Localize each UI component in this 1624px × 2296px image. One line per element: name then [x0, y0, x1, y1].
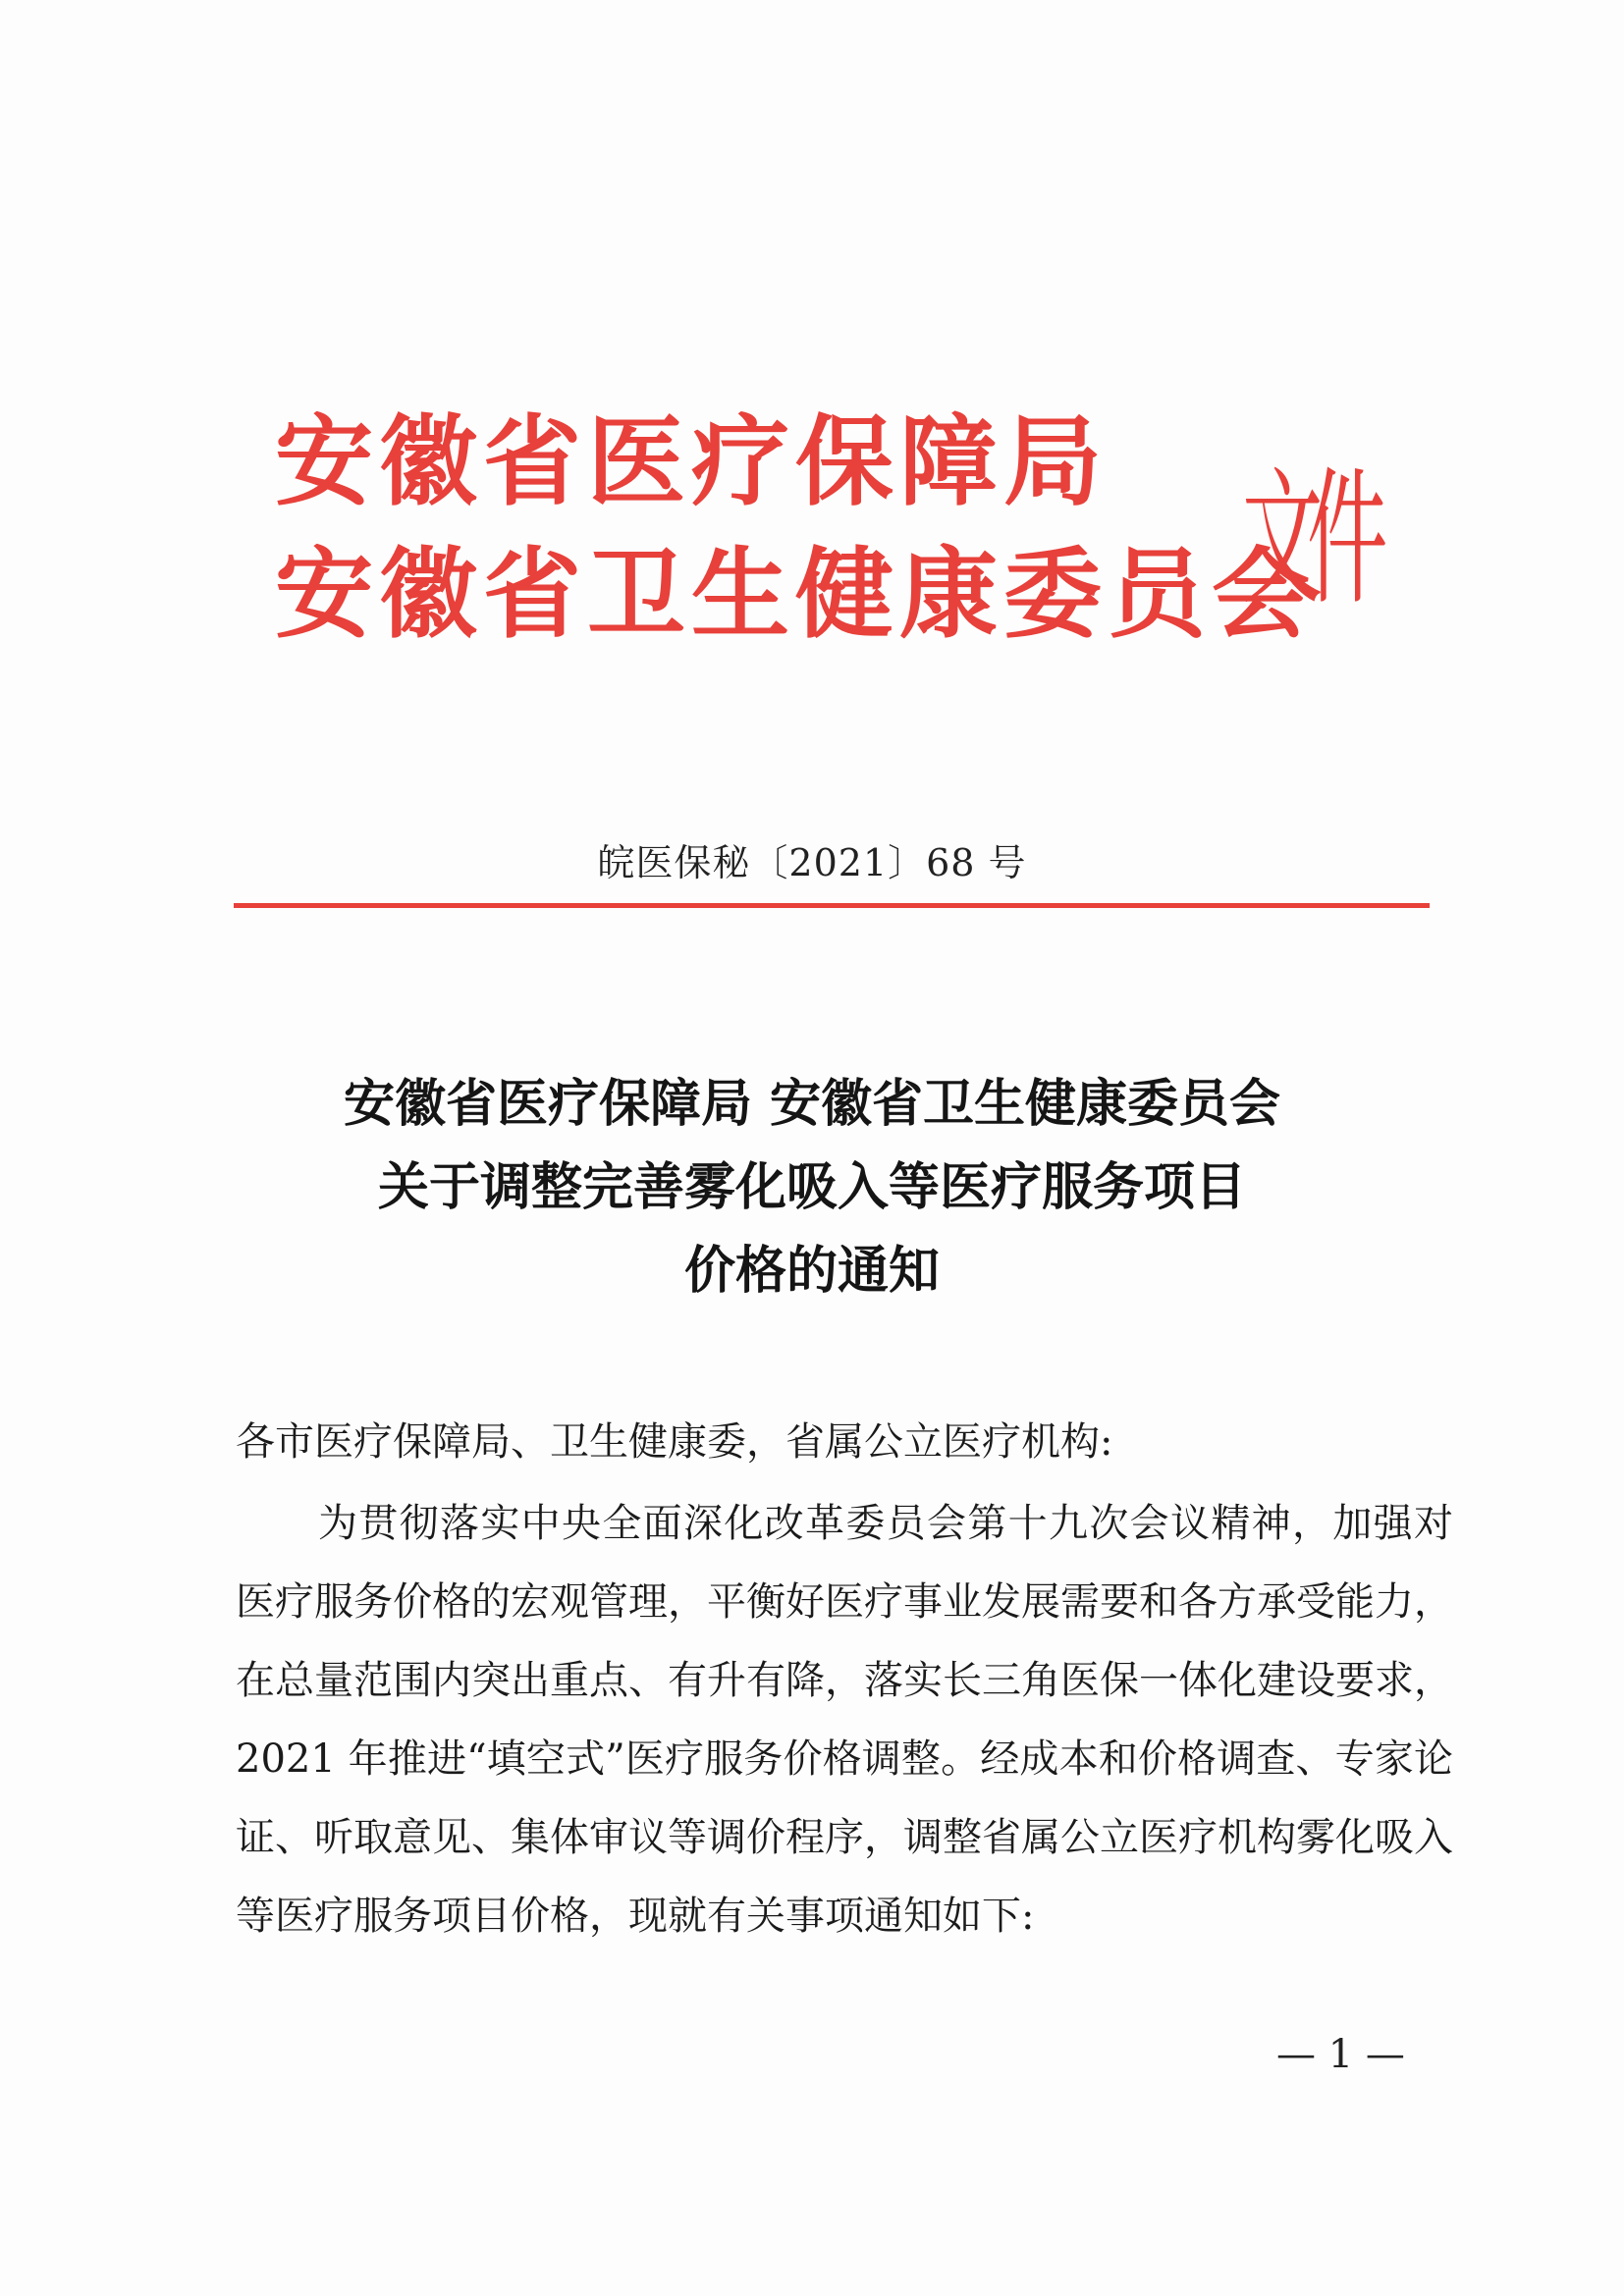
masthead-org-line-1: 安徽省医疗保障局 — [275, 403, 1108, 519]
masthead-suffix — [1242, 437, 1409, 643]
title-line-1: 安徽省医疗保障局 安徽省卫生健康委员会 — [343, 1074, 1281, 1134]
masthead-org-line-2: 安徽省卫生健康委员会 — [275, 536, 1316, 652]
body-paragraph: 为贯彻落实中央全面深化改革委员会第十九次会议精神，加强对医疗服务价格的宏观管理，平衡好医疗事业发展需要和各方承受能力，在总量范围内突出重点、有升有降，落实长三角医保一体化建设要求，2021 年推进“填空式”医疗服务价格调整。经成本和价格调查、专家论证、听取意见、集体审议等调价程序，调整省属公立医疗机构雾化吸入等医疗服务项目价格，现就有关事项通知如下: — [236, 1501, 1453, 1939]
masthead-suffix-text: 文件 — [1242, 454, 1373, 625]
page-number: — 1 — — [1276, 2032, 1405, 2077]
salutation: 各市医疗保障局、卫生健康委，省属公立医疗机构: — [236, 1419, 1113, 1465]
red-separator-line — [234, 903, 1430, 908]
red-letterhead — [275, 398, 1404, 672]
title-line-3: 价格的通知 — [683, 1241, 940, 1301]
document-number: 皖医保秘〔2021〕68 号 — [597, 841, 1027, 884]
title-line-2: 关于调整完善雾化吸入等医疗服务项目 — [377, 1157, 1246, 1217]
